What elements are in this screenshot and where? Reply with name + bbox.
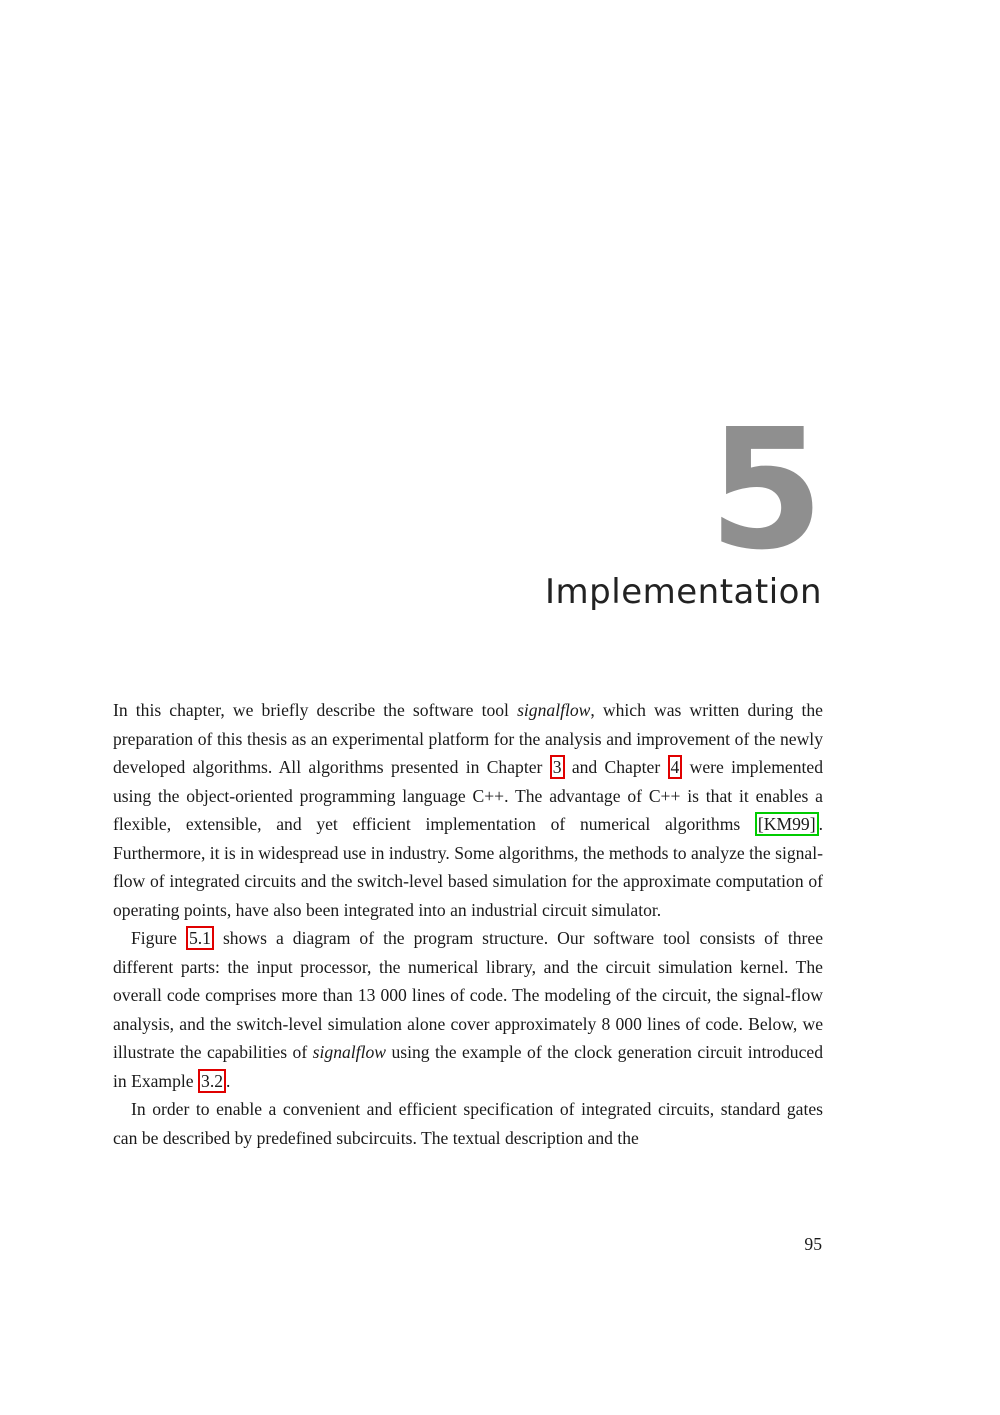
paragraph-2 [113, 924, 823, 1095]
paragraph-3: In order to enable a convenient and efficient specification of integrated circuits, standard gates can be described by predefined subcircuits. The textual description and the [113, 1099, 823, 1148]
body-text [113, 696, 823, 1152]
chapter-3-link[interactable]: 3 [550, 755, 565, 779]
text-run: . [226, 1070, 231, 1091]
figure-5-1-link[interactable]: 5.1 [186, 926, 214, 950]
text-run: were implemented using the object-oriented programming language C++. The advantage of C++ is that it enables a flexible, extensible, and yet efficient implementation of numerical algorithms [113, 757, 824, 834]
text-run: Figure [131, 928, 186, 948]
text-run: using the example of the clock generation circuit introduced in Example [113, 1042, 824, 1091]
tool-name: signalflow [517, 700, 591, 720]
chapter-number: 5 [708, 394, 822, 587]
example-3-2-link[interactable]: 3.2 [198, 1069, 226, 1093]
text-run: shows a diagram of the program structure. Our software tool consists of three different parts: the input processor, the numerical library, and the circuit simulation kernel. The overall code comprises more than 13 000 lines of code. The modeling of the circuit, the signal-flow analysis, and the switch-level simulation alone cover approximately 8 000 lines of code. Below, we illustrate the capabilities of [113, 928, 824, 1062]
text-run: and Chapter [564, 757, 668, 777]
text-run: . Furthermore, it is in widespread use in industry. Some algorithms, the methods to analyze the signal-flow of integrated circuits and the switch-level based simulation for the approximate computation of operating points, have also been integrated into an industrial circuit simulator. [113, 814, 823, 920]
citation-km99-link[interactable]: [KM99] [755, 812, 819, 836]
chapter-title: Implementation [545, 572, 822, 612]
page-number: 95 [804, 1234, 822, 1254]
chapter-4-link[interactable]: 4 [668, 755, 683, 779]
paragraph-1 [113, 696, 823, 924]
tool-name: signalflow [312, 1042, 386, 1062]
text-run: In this chapter, we briefly describe the software tool [113, 700, 518, 720]
text-run: , which was written during the preparation of this thesis as an experimental platform for the analysis and improvement of the newly developed algorithms. All algorithms presented in Chapter [113, 700, 823, 777]
